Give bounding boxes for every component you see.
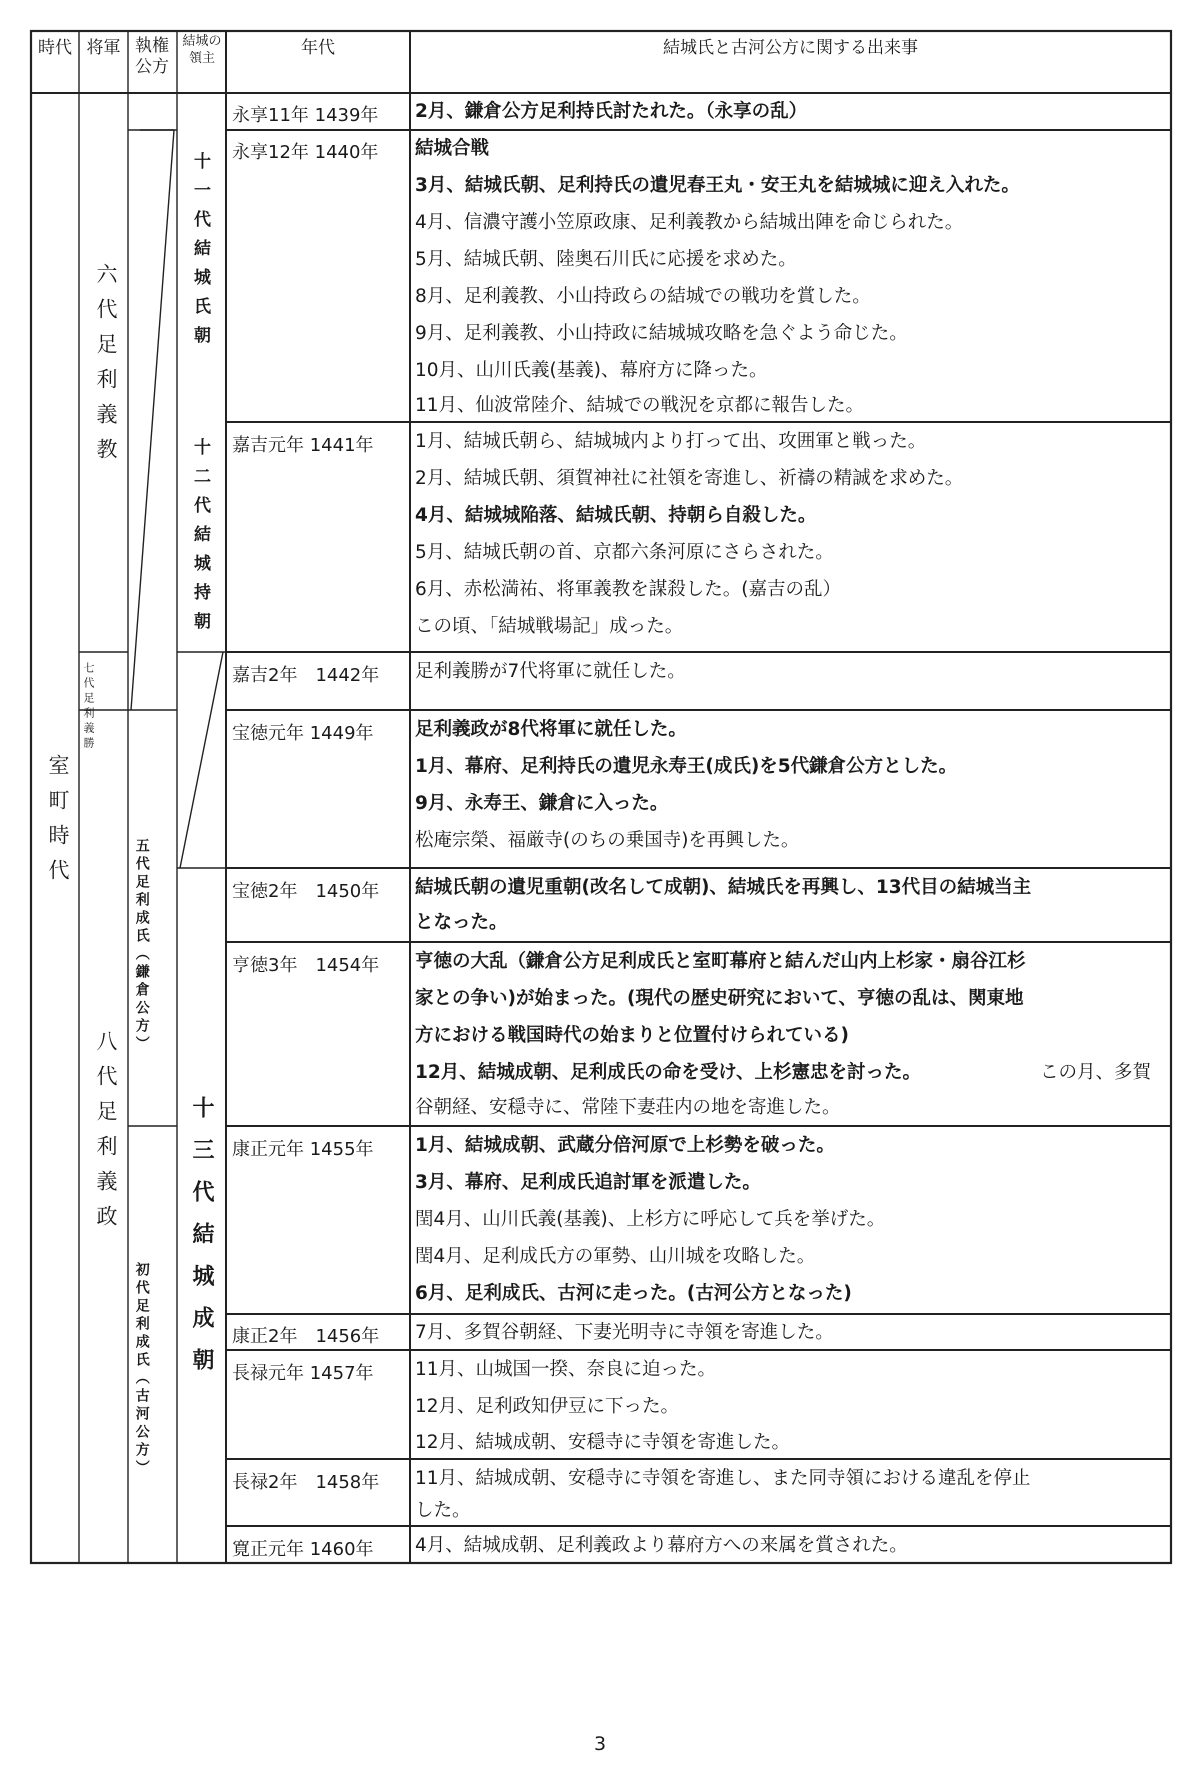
year-cell: 長禄2年 1458年 [232, 1472, 380, 1493]
event-line: 1月、幕府、足利持氏の遺児永寿王(成氏)を5代鎌倉公方とした。 [415, 756, 958, 777]
event-line: この月、多賀 [1040, 1062, 1152, 1083]
event-line: 結城氏朝の遺児重朝(改名して成朝)、結城氏を再興し、13代目の結城当主 [415, 877, 1032, 898]
event-line: 11月、山城国一揆、奈良に迫った。 [415, 1359, 717, 1380]
event-line: 8月、足利義教、小山持政らの結城での戦功を賞した。 [415, 286, 871, 307]
year-cell: 永享11年 1439年 [232, 105, 379, 126]
event-line: 11月、仙波常陸介、結城での戦況を京都に報告した。 [415, 395, 865, 416]
event-line: 3月、結城氏朝、足利持氏の遺児春王丸・安王丸を結城城に迎え入れた。 [415, 175, 1020, 196]
shogun-6: 六代足利義教 [94, 263, 118, 473]
header-shogun: 将軍 [86, 38, 121, 58]
event-line: 4月、結城城陥落、結城氏朝、持朝ら自殺した。 [415, 505, 817, 526]
year-cell: 宝徳2年 1450年 [232, 881, 380, 902]
event-line: 4月、結城成朝、足利義政より幕府方への来属を賞された。 [415, 1535, 908, 1556]
year-cell: 亨徳3年 1454年 [232, 955, 380, 976]
event-line: 閏4月、山川氏義(基義)、上杉方に呼応して兵を挙げた。 [415, 1209, 886, 1230]
year-cell: 康正元年 1455年 [232, 1139, 374, 1160]
event-line: 6月、赤松満祐、将軍義教を謀殺した。(嘉吉の乱） [415, 579, 841, 600]
kubo-1-koga: 初代足利成氏（古河公方） [133, 1262, 150, 1478]
year-cell: 嘉吉元年 1441年 [232, 435, 374, 456]
event-line: 足利義政が8代将軍に就任した。 [415, 719, 687, 740]
lord-13: 十三代結城成朝 [189, 1096, 214, 1390]
year-cell: 宝徳元年 1449年 [232, 723, 374, 744]
event-line: 亨徳の大乱（鎌倉公方足利成氏と室町幕府と結んだ山内上杉家・扇谷江杉 [415, 951, 1026, 972]
header-era: 時代 [38, 38, 72, 58]
event-line: 1月、結城氏朝ら、結城城内より打って出、攻囲軍と戦った。 [415, 431, 927, 452]
event-line: 方における戦国時代の始まりと位置付けられている) [415, 1025, 849, 1046]
event-line: 11月、結城成朝、安穏寺に寺領を寄進し、また同寺領における違乱を停止 [415, 1468, 1031, 1489]
event-line: 9月、永寿王、鎌倉に入った。 [415, 793, 669, 814]
event-line: 閏4月、足利成氏方の軍勢、山川城を攻略した。 [415, 1246, 816, 1267]
event-line: 2月、結城氏朝、須賀神社に社領を寄進し、祈禱の精誠を求めた。 [415, 468, 964, 489]
event-line: 家との争い)が始まった。(現代の歴史研究において、亨徳の乱は、関東地 [415, 988, 1024, 1009]
event-line: 6月、足利成氏、古河に走った。(古河公方となった) [415, 1283, 852, 1304]
event-line: 足利義勝が7代将軍に就任した。 [415, 661, 686, 682]
year-cell: 康正2年 1456年 [232, 1326, 380, 1347]
header-lord: 結城の領主 [182, 34, 222, 66]
event-line: 1月、結城成朝、武蔵分倍河原で上杉勢を破った。 [415, 1135, 835, 1156]
event-line: 谷朝経、安穏寺に、常陸下妻荘内の地を寄進した。 [415, 1097, 841, 1118]
page-number: 3 [593, 1733, 607, 1755]
era-label: 室町時代 [46, 754, 70, 894]
lord-11: 十一代結城氏朝 [190, 152, 210, 355]
header-kubo: 執権公方 [135, 36, 169, 78]
event-line: 12月、結城成朝、足利成氏の命を受け、上杉憲忠を討った。 [415, 1062, 922, 1083]
year-cell: 永享12年 1440年 [232, 142, 379, 163]
event-line: 10月、山川氏義(基義)、幕府方に降った。 [415, 360, 768, 381]
header-year: 年代 [301, 38, 335, 58]
shogun-7: 七代足利義勝 [82, 662, 95, 752]
shogun-8: 八代足利義政 [94, 1030, 118, 1240]
event-line: この頃、「結城戦場記」成った。 [415, 616, 684, 637]
year-cell: 寛正元年 1460年 [232, 1539, 374, 1560]
event-line: した。 [415, 1500, 471, 1521]
event-line: 7月、多賀谷朝経、下妻光明寺に寺領を寄進した。 [415, 1322, 834, 1343]
event-line: 9月、足利義教、小山持政に結城城攻略を急ぐよう命じた。 [415, 323, 908, 344]
event-line: 3月、幕府、足利成氏追討軍を派遣した。 [415, 1172, 761, 1193]
header-events: 結城氏と古河公方に関する出来事 [663, 38, 918, 58]
lord-12: 十二代結城持朝 [190, 438, 210, 641]
event-line: となった。 [415, 912, 508, 933]
event-line: 5月、結城氏朝、陸奥石川氏に応援を求めた。 [415, 249, 797, 270]
event-line: 松庵宗榮、福厳寺(のちの乗国寺)を再興した。 [415, 830, 800, 851]
event-line: 2月、鎌倉公方足利持氏討たれた。（永享の乱） [415, 101, 808, 122]
year-cell: 嘉吉2年 1442年 [232, 665, 380, 686]
event-line: 12月、足利政知伊豆に下った。 [415, 1396, 680, 1417]
kubo-5-kamakura: 五代足利成氏（鎌倉公方） [133, 838, 150, 1054]
event-line: 結城合戦 [415, 138, 490, 159]
event-line: 12月、結城成朝、安穏寺に寺領を寄進した。 [415, 1432, 791, 1453]
event-line: 5月、結城氏朝の首、京都六条河原にさらされた。 [415, 542, 834, 563]
year-cell: 長禄元年 1457年 [232, 1363, 374, 1384]
event-line: 4月、信濃守護小笠原政康、足利義教から結城出陣を命じられた。 [415, 212, 964, 233]
